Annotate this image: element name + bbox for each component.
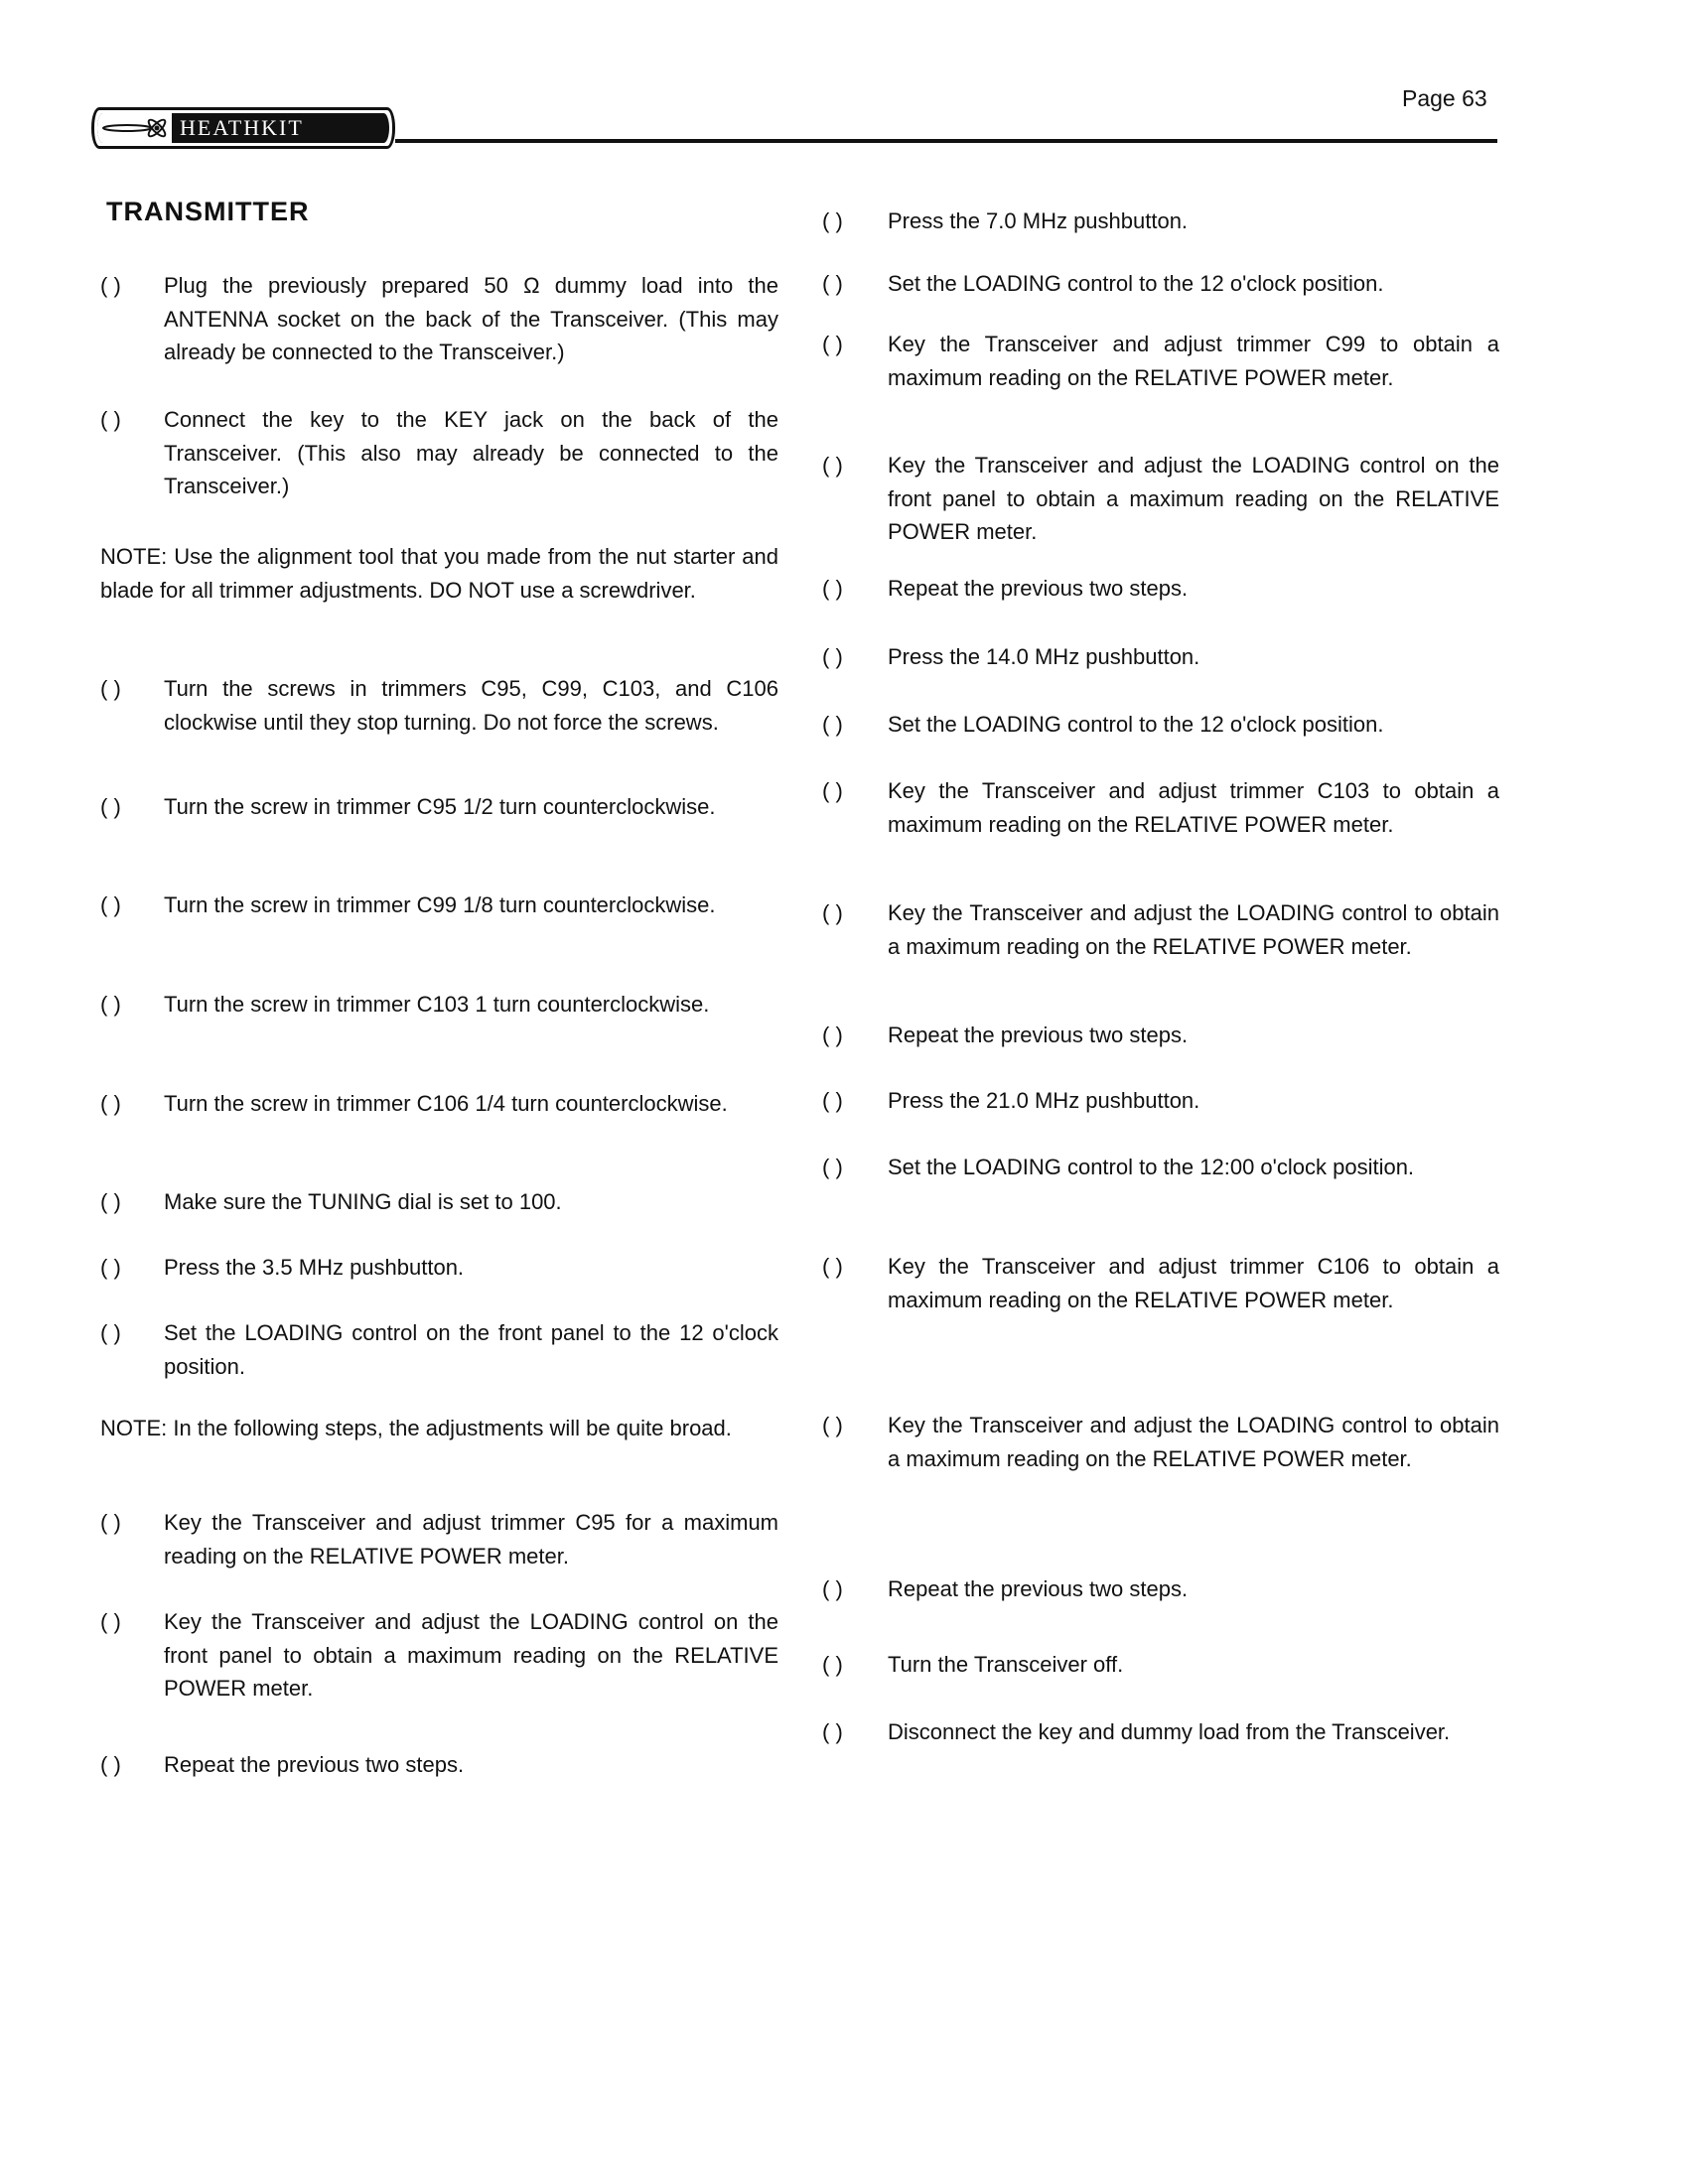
step-text: Turn the screw in trimmer C99 1/8 turn counterclockwise.: [164, 892, 716, 917]
checkbox[interactable]: ( ): [100, 1609, 121, 1634]
section-title: TRANSMITTER: [106, 197, 310, 226]
checklist-step: [822, 774, 1499, 841]
checkbox[interactable]: ( ): [100, 794, 121, 819]
checklist-step: [822, 267, 1499, 301]
step-text: Disconnect the key and dummy load from the Transceiver.: [888, 1719, 1451, 1744]
checklist-step: [822, 1151, 1499, 1184]
checkbox[interactable]: ( ): [822, 1155, 843, 1179]
checkbox[interactable]: ( ): [100, 273, 121, 298]
checklist-step: [100, 1605, 778, 1706]
step-text: Press the 3.5 MHz pushbutton.: [164, 1255, 465, 1280]
checklist-step: [822, 1084, 1499, 1118]
checkbox[interactable]: ( ): [822, 1088, 843, 1113]
step-text: Key the Transceiver and adjust the LOADING control to obtain a maximum reading on the RELATIVE POWER meter.: [888, 900, 1499, 959]
checkbox[interactable]: ( ): [822, 778, 843, 803]
checklist-step: [822, 1572, 1499, 1606]
step-text: Press the 14.0 MHz pushbutton.: [888, 644, 1200, 669]
checklist-step: [822, 572, 1499, 606]
checkbox[interactable]: ( ): [100, 1510, 121, 1535]
checkbox[interactable]: ( ): [100, 1255, 121, 1280]
step-text: Key the Transceiver and adjust the LOADING control to obtain a maximum reading on the RELATIVE POWER meter.: [888, 1413, 1499, 1471]
step-text: Key the Transceiver and adjust the LOADING control on the front panel to obtain a maximum reading on the RELATIVE POWER meter.: [888, 453, 1499, 544]
checkbox[interactable]: ( ): [822, 1576, 843, 1601]
step-text: Turn the screw in trimmer C95 1/2 turn counterclockwise.: [164, 794, 716, 819]
checkbox[interactable]: ( ): [822, 208, 843, 233]
atom-icon: [97, 113, 172, 143]
step-text: Set the LOADING control to the 12 o'clock position.: [888, 712, 1384, 737]
checkbox[interactable]: ( ): [100, 1189, 121, 1214]
step-text: Key the Transceiver and adjust trimmer C106 to obtain a maximum reading on the RELATIVE POWER meter.: [888, 1254, 1499, 1312]
checklist-step: [822, 1715, 1499, 1749]
header-rule: [395, 139, 1497, 143]
checklist-step: [822, 1019, 1499, 1052]
step-text: Repeat the previous two steps.: [164, 1752, 465, 1777]
step-text: Set the LOADING control to the 12:00 o'clock position.: [888, 1155, 1415, 1179]
checkbox[interactable]: ( ): [100, 1091, 121, 1116]
checkbox[interactable]: ( ): [822, 1023, 843, 1047]
checklist-step: [100, 269, 778, 369]
step-text: Repeat the previous two steps.: [888, 1576, 1189, 1601]
heathkit-logo: [91, 107, 395, 149]
checklist-step: [822, 1409, 1499, 1475]
step-text: Turn the Transceiver off.: [888, 1652, 1124, 1677]
page-number: Page 63: [1402, 85, 1487, 111]
checklist-step: [822, 449, 1499, 549]
step-text: Key the Transceiver and adjust trimmer C103 to obtain a maximum reading on the RELATIVE POWER meter.: [888, 778, 1499, 837]
step-text: Press the 21.0 MHz pushbutton.: [888, 1088, 1200, 1113]
step-text: Key the Transceiver and adjust trimmer C95 for a maximum reading on the RELATIVE POWER meter.: [164, 1510, 778, 1569]
step-text: Key the Transceiver and adjust trimmer C99 to obtain a maximum reading on the RELATIVE POWER meter.: [888, 332, 1499, 390]
step-text: Repeat the previous two steps.: [888, 1023, 1189, 1047]
checklist-step: [100, 1185, 778, 1219]
checkbox[interactable]: ( ): [822, 900, 843, 925]
checklist-step: [822, 640, 1499, 674]
checklist-step: [100, 888, 778, 922]
checklist-step: [822, 328, 1499, 394]
checkbox[interactable]: ( ): [822, 1719, 843, 1744]
checkbox[interactable]: ( ): [822, 1413, 843, 1437]
step-text: Set the LOADING control to the 12 o'clock position.: [888, 271, 1384, 296]
checklist-step: [100, 1506, 778, 1572]
checkbox[interactable]: ( ): [100, 992, 121, 1017]
checklist-step: [100, 790, 778, 824]
checklist-step: [100, 403, 778, 503]
step-text: Press the 7.0 MHz pushbutton.: [888, 208, 1189, 233]
checklist-step: [822, 205, 1499, 238]
step-text: Make sure the TUNING dial is set to 100.: [164, 1189, 562, 1214]
checklist-step: [100, 1316, 778, 1383]
checkbox[interactable]: ( ): [100, 676, 121, 701]
checkbox[interactable]: ( ): [100, 407, 121, 432]
note-text: NOTE: Use the alignment tool that you made from the nut starter and blade for all trimmer adjustments. DO NOT use a screwdriver.: [100, 544, 778, 603]
logo-text: HEATHKIT: [180, 115, 304, 140]
note-text: NOTE: In the following steps, the adjustments will be quite broad.: [100, 1416, 732, 1440]
note: [100, 540, 778, 607]
checklist-step: [100, 1087, 778, 1121]
step-text: Repeat the previous two steps.: [888, 576, 1189, 601]
step-text: Plug the previously prepared 50 Ω dummy load into the ANTENNA socket on the back of the Transceiver. (This may already be connected to the Transceiver.): [164, 273, 778, 364]
checkbox[interactable]: ( ): [822, 453, 843, 478]
step-text: Key the Transceiver and adjust the LOADING control on the front panel to obtain a maximum reading on the RELATIVE POWER meter.: [164, 1609, 778, 1701]
checklist-step: [822, 1250, 1499, 1316]
checkbox[interactable]: ( ): [100, 892, 121, 917]
checklist-step: [822, 708, 1499, 742]
checklist-step: [822, 896, 1499, 963]
step-text: Turn the screws in trimmers C95, C99, C103, and C106 clockwise until they stop turning. Do not force the screws.: [164, 676, 778, 735]
checklist-step: [822, 1648, 1499, 1682]
checklist-step: [100, 1251, 778, 1285]
checkbox[interactable]: ( ): [100, 1320, 121, 1345]
checklist-step: [100, 1748, 778, 1782]
checklist-step: [100, 988, 778, 1022]
checkbox[interactable]: ( ): [822, 644, 843, 669]
checkbox[interactable]: ( ): [822, 576, 843, 601]
checkbox[interactable]: ( ): [822, 271, 843, 296]
step-text: Connect the key to the KEY jack on the back of the Transceiver. (This also may already be connected to the Transceiver.): [164, 407, 778, 498]
step-text: Turn the screw in trimmer C103 1 turn counterclockwise.: [164, 992, 710, 1017]
note: [100, 1412, 778, 1445]
checkbox[interactable]: ( ): [822, 1254, 843, 1279]
step-text: Set the LOADING control on the front panel to the 12 o'clock position.: [164, 1320, 778, 1379]
checkbox[interactable]: ( ): [822, 712, 843, 737]
checklist-step: [100, 672, 778, 739]
checkbox[interactable]: ( ): [100, 1752, 121, 1777]
checkbox[interactable]: ( ): [822, 1652, 843, 1677]
step-text: Turn the screw in trimmer C106 1/4 turn counterclockwise.: [164, 1091, 728, 1116]
checkbox[interactable]: ( ): [822, 332, 843, 356]
